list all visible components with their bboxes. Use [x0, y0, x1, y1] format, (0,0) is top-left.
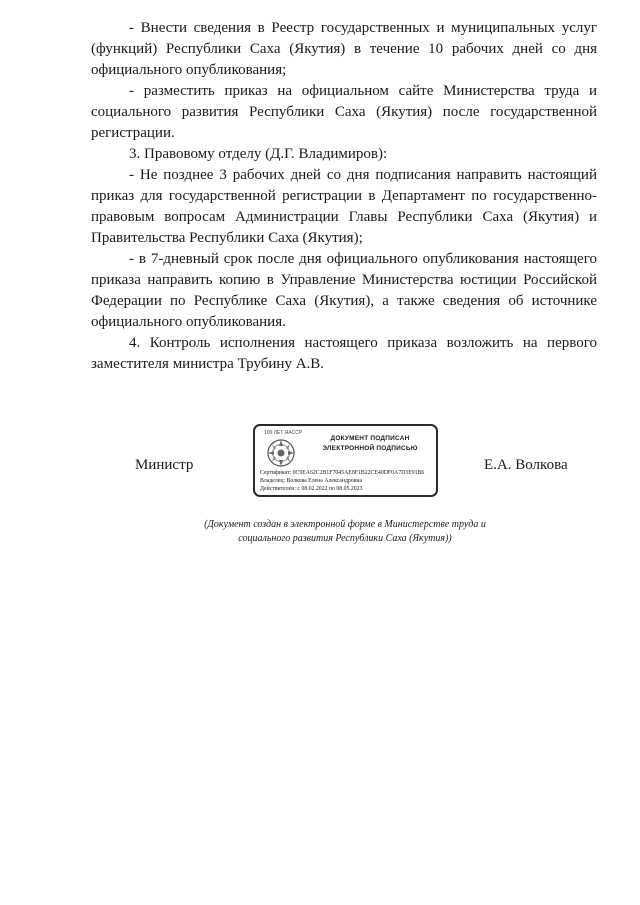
- stamp-details: [260, 469, 438, 493]
- paragraph-justice-copy: - в 7-дневный срок после дня официального опубликования настоящего приказа направить копию в Управление Министерства юстиции Российской Федерации по Республике Саха (Якутия), а также сведения об источнике официального опубликования.: [91, 251, 597, 330]
- emblem-caption: 100 ЛЕТ ЯАССР: [264, 430, 303, 436]
- stamp-certificate: Сертификат: 0C9EA62C2B1F7045AE8F1B22CE40DF0A7D3E91B6: [260, 470, 425, 476]
- paragraph-state-registration: - Не позднее 3 рабочих дней со дня подписания направить настоящий приказ для государственной регистрации в Департамент по государственно-правовым вопросам Администрации Главы Республики Саха (Якутия) и Правительства Республики Саха (Якутия);: [91, 167, 597, 246]
- footer-note-line-1: (Документ создан в электронной форме в Министерстве труда и: [204, 519, 486, 530]
- stamp-heading-line-2: ЭЛЕКТРОННОЙ ПОДПИСЬЮ: [322, 445, 418, 452]
- stamp-heading-line-1: ДОКУМЕНТ ПОДПИСАН: [330, 435, 410, 442]
- signature-block: [0, 424, 640, 504]
- electronic-form-note: [180, 518, 510, 546]
- stamp-owner: Владелец: Волкова Елена Александровна: [260, 478, 363, 484]
- electronic-signature-stamp: [253, 424, 438, 497]
- paragraph-legal-department: 3. Правовому отделу (Д.Г. Владимиров):: [129, 146, 388, 162]
- emblem-icon: [259, 429, 303, 469]
- order-body: [91, 18, 597, 375]
- paragraph-publish-site: - разместить приказ на официальном сайте Министерства труда и социального развития Республики Саха (Якутия) после государственной регистрации.: [91, 83, 597, 141]
- paragraph-control: 4. Контроль исполнения настоящего приказа возложить на первого заместителя министра Трубину А.В.: [91, 335, 597, 372]
- stamp-validity: Действителен: с 08.02.2022 по 08.05.2023: [260, 486, 363, 492]
- paragraph-registry: - Внести сведения в Реестр государственных и муниципальных услуг (функций) Республики Саха (Якутия) в течение 10 рабочих дней со дня официального опубликования;: [91, 20, 597, 78]
- signer-name: Е.А. Волкова: [484, 457, 568, 473]
- signer-position: Министр: [135, 457, 194, 473]
- stamp-heading: [305, 434, 435, 454]
- footer-note-line-2: социального развития Республики Саха (Якутия)): [238, 533, 452, 544]
